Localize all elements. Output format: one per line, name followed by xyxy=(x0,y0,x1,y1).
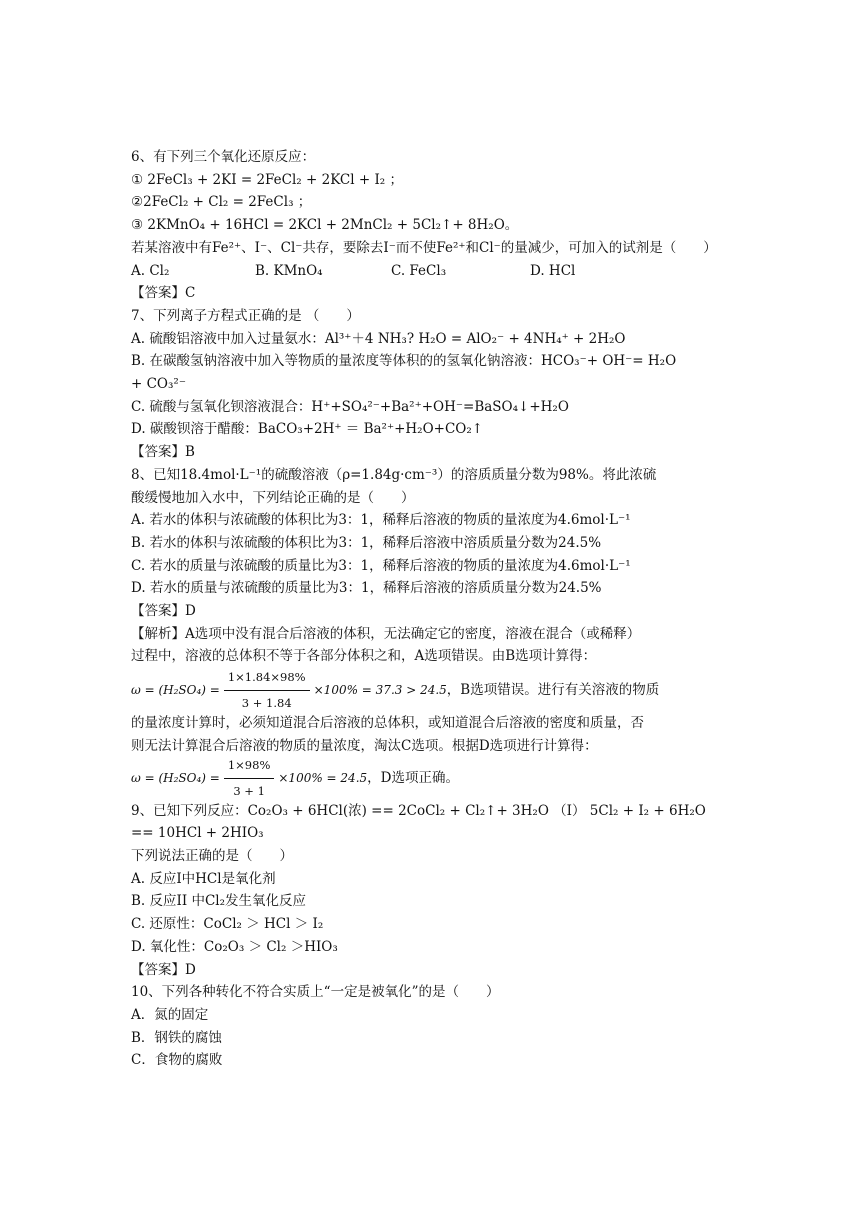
q10-option-a: A．氮的固定 xyxy=(131,1006,209,1023)
q6-option-d: D. HCl xyxy=(530,262,576,279)
q8-option-c: C. 若水的质量与浓硫酸的质量比为3：1，稀释后溶液的物质的量浓度为4.6mol·L⁻¹ xyxy=(131,557,631,574)
q8-formula-line2 xyxy=(131,758,741,800)
q6-question: 若某溶液中有Fe²⁺、I⁻、Cl⁻共存，要除去I⁻而不使Fe²⁺和Cl⁻的量减少，可加入的试剂是（ ） xyxy=(131,239,717,256)
q7-option-d: D. 碳酸钡溶于醋酸：BaCO₃+2H⁺ ＝ Ba²⁺+H₂O+CO₂↑ xyxy=(131,421,484,438)
q9-option-a: A. 反应I中HCl是氧化剂 xyxy=(131,870,276,887)
formula-2-denominator: 3 + 1 xyxy=(233,784,265,799)
q8-analysis-line4: 则无法计算混合后溶液的物质的量浓度，淘汰C选项。根据D选项进行计算得： xyxy=(131,737,598,754)
formula-2-rhs: ×100% = 24.5 xyxy=(278,771,368,786)
document-page xyxy=(131,146,741,1072)
q6-option-a: A. Cl₂ xyxy=(131,262,170,279)
formula-1 xyxy=(131,666,447,714)
q7-option-b-line1: B. 在碳酸氢钠溶液中加入等物质的量浓度等体积的的氢氧化钠溶液：HCO₃⁻+ OH⁻= H₂O xyxy=(131,353,677,370)
q6-answer: 【答案】C xyxy=(131,285,196,302)
formula-1-denominator: 3 + 1.84 xyxy=(241,695,292,710)
q6-option-b: B. KMnO₄ xyxy=(255,262,323,279)
q6-stem: 6、有下列三个氧化还原反应： xyxy=(131,149,316,165)
q9-option-c: C. 还原性：CoCl₂ ＞ HCl ＞ I₂ xyxy=(131,916,324,933)
formula-2-fraction xyxy=(224,754,275,802)
formula-2-note: ，D选项正确。 xyxy=(367,770,459,787)
q8-analysis-line1: 【解析】A选项中没有混合后溶液的体积，无法确定它的密度，溶液在混合（或稀释） xyxy=(131,625,641,642)
q7-option-c: C. 硫酸与氢氧化钡溶液混合：H⁺+SO₄²⁻+Ba²⁺+OH⁻=BaSO₄↓+H₂O xyxy=(131,398,569,415)
q6-reaction-2: ②2FeCl₂ + Cl₂ = 2FeCl₃ ； xyxy=(131,194,312,211)
q9-option-d: D. 氧化性：Co₂O₃ ＞ Cl₂ ＞HIO₃ xyxy=(131,938,338,955)
formula-1-numerator: 1×1.84×98% xyxy=(224,666,310,691)
q8-analysis-line3: 的量浓度计算时，必须知道混合后溶液的总体积，或知道混合后溶液的密度和质量，否 xyxy=(131,715,644,732)
q6-option-c: C. FeCl₃ xyxy=(391,262,447,279)
q10-option-c: C．食物的腐败 xyxy=(131,1052,223,1069)
q6-reaction-1: ① 2FeCl₃ + 2KI = 2FeCl₂ + 2KCl + I₂ ； xyxy=(131,171,404,188)
q8-stem-line1: 8、已知18.4mol·L⁻¹的硫酸溶液（ρ=1.84g·cm⁻³）的溶质质量分数为98%。将此浓硫 xyxy=(131,466,657,483)
q7-option-a: A. 硫酸铝溶液中加入过量氨水：Al³⁺＋4 NH₃? H₂O = AlO₂⁻ + 4NH₄⁺ + 2H₂O xyxy=(131,330,626,347)
formula-1-lhs: ω = (H₂SO₄) = xyxy=(131,682,220,697)
q8-stem-line2: 酸缓慢地加入水中，下列结论正确的是（ ） xyxy=(131,489,415,506)
q10-stem: 10、下列各种转化不符合实质上“一定是被氧化”的是（ ） xyxy=(131,984,500,1001)
formula-1-fraction xyxy=(224,666,310,714)
q6-options xyxy=(131,260,741,283)
q9-option-b: B. 反应II 中Cl₂发生氧化反应 xyxy=(131,893,307,910)
q9-question: 下列说法正确的是（ ） xyxy=(131,847,293,864)
q9-stem-line1: 9、已知下列反应：Co₂O₃ + 6HCl(浓) == 2CoCl₂ + Cl₂↑+ 3H₂O （I） 5Cl₂ + I₂ + 6H₂O xyxy=(131,802,706,819)
q8-option-a: A. 若水的体积与浓硫酸的体积比为3：1，稀释后溶液的物质的量浓度为4.6mol·L⁻¹ xyxy=(131,512,631,529)
q8-answer: 【答案】D xyxy=(131,603,196,620)
q7-option-b-line2: + CO₃²⁻ xyxy=(131,376,186,393)
formula-1-rhs: ×100% = 37.3 > 24.5 xyxy=(313,682,447,697)
q7-stem: 7、下列离子方程式正确的是 （ ） xyxy=(131,307,360,324)
q7-answer: 【答案】B xyxy=(131,444,195,461)
formula-2 xyxy=(131,754,367,802)
q8-analysis-line2: 过程中，溶液的总体积不等于各部分体积之和，A选项错误。由B选项计算得： xyxy=(131,648,597,665)
q8-option-d: D. 若水的质量与浓硫酸的质量比为3：1，稀释后溶液的溶质质量分数为24.5% xyxy=(131,580,602,597)
formula-2-lhs: ω = (H₂SO₄) = xyxy=(131,771,220,786)
formula-1-note: ，B选项错误。进行有关溶液的物质 xyxy=(446,681,660,698)
q9-stem-line2: == 10HCl + 2HIO₃ xyxy=(131,825,264,842)
q6-reaction-3: ③ 2KMnO₄ + 16HCl = 2KCl + 2MnCl₂ + 5Cl₂↑+ 8H₂O。 xyxy=(131,217,519,234)
formula-2-numerator: 1×98% xyxy=(224,754,275,779)
q8-option-b: B. 若水的体积与浓硫酸的体积比为3：1，稀释后溶液中溶质质量分数为24.5% xyxy=(131,534,602,551)
q10-option-b: B．钢铁的腐蚀 xyxy=(131,1029,222,1046)
q8-formula-line1 xyxy=(131,668,741,712)
q9-answer: 【答案】D xyxy=(131,961,196,978)
